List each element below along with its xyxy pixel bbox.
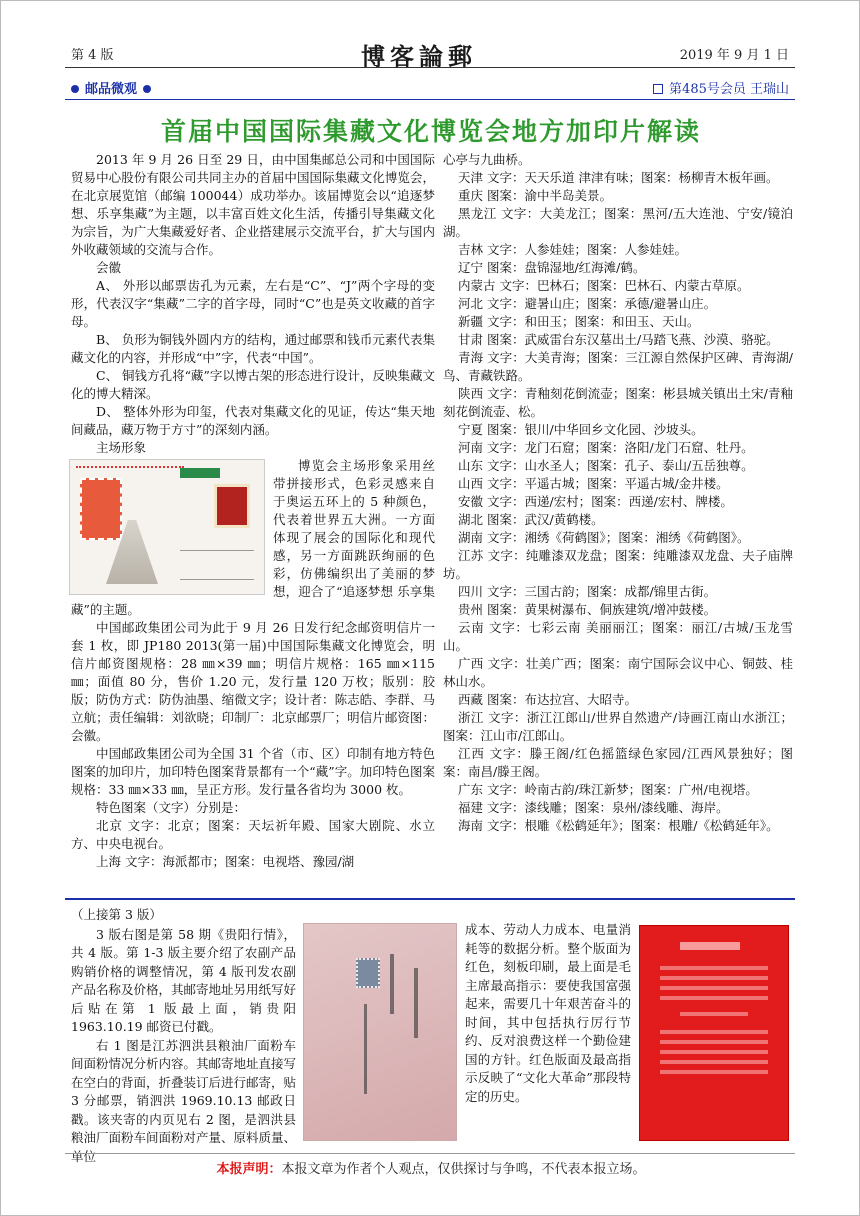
- list-item: 青海 文字：大美青海；图案：三江源自然保护区碑、青海湖/鸟、青藏铁路。: [443, 350, 793, 383]
- masthead: 博客論郵: [361, 42, 477, 71]
- list-item: 西藏 图案：布达拉宫、大昭寺。: [458, 692, 637, 707]
- list-item: 吉林 文字：人参娃娃；图案：人参娃娃。: [458, 242, 687, 257]
- author-text: 第485号会员 王瑞山: [669, 82, 789, 97]
- left-column: [71, 151, 435, 871]
- footer-disclaimer: [65, 1158, 797, 1177]
- list-item: 重庆 图案：渝中半岛美景。: [458, 188, 612, 203]
- handwriting: [414, 968, 418, 1038]
- continuation-right: 成本、劳动人力成本、电量消耗等的数据分析。整个版面为红色，刻板印刷，最上面是毛主席最高指示：要使我国富强起来，需要几十年艰苦奋斗的时间，其中包括执行厉行节约、反对浪费这样一个勤俭建国的方针。红色版面及最高指示反映了“文化大革命”那段特定的历史。: [465, 922, 631, 1104]
- postcard-left-stamp: [80, 478, 122, 540]
- author-byline: [653, 78, 789, 97]
- list-item: 江西 文字：滕王阁/红色摇篮绿色家园/江西风景独好；图案：南昌/滕王阁。: [443, 746, 793, 779]
- list-item: 天津 文字：天天乐道 津津有味；图案：杨柳青木板年画。: [458, 170, 779, 185]
- paragraph: 特色图案（文字）分别是：: [96, 800, 247, 815]
- report-title: [680, 942, 740, 950]
- list-item: 贵州 图案：黄果树瀑布、侗族建筑/增冲鼓楼。: [458, 602, 717, 617]
- list-item: 山东 文字：山水圣人；图案：孔子、泰山/五岳独尊。: [458, 458, 754, 473]
- paragraph: 博览会主场形象采用丝带拼接形式，色彩灵感来自于奥运五环上的 5 种颜色，代表着世界五大洲。一方面体现了展会的国际化和现代感，另一方面跳跃绚丽的色彩，仿佛编织出了美丽的梦想，迎合了“追逐梦想 乐享集藏”的主题。: [71, 458, 435, 617]
- list-item: 黑龙江 文字：大美龙江；图案：黑河/五大连池、宁安/镜泊湖。: [443, 206, 793, 239]
- report-line: [660, 1070, 768, 1074]
- column-name-text: 邮品微观: [85, 82, 138, 97]
- page-number: 第 4 版: [71, 48, 114, 63]
- bullet-icon: [143, 85, 151, 93]
- paragraph: D、 整体外形为印玺，代表对集藏文化的见证，传达“集天地间藏品，藏万物于方寸”的深刻内涵。: [71, 404, 435, 437]
- section-heading: 主场形象: [96, 440, 147, 455]
- postcard-code-boxes: [76, 466, 184, 474]
- continuation-label: （上接第 3 版）: [71, 907, 162, 922]
- list-item: 广西 文字：壮美广西；图案：南宁国际会议中心、铜鼓、桂林山水。: [443, 656, 793, 689]
- paragraph: C、 铜钱方孔将“藏”字以博古架的形态进行设计，反映集藏文化的博大精深。: [71, 368, 435, 401]
- paragraph: 中国邮政集团公司为全国 31 个省（市、区）印制有地方特色图案的加印片，加印特色图案背景都有一个“藏”字。加印特色图案规格：33 ㎜×33 ㎜，呈正方形。发行量各省均为 3000 枚。: [71, 746, 435, 797]
- list-item: 河北 文字：避暑山庄；图案：承德/避暑山庄。: [458, 296, 717, 311]
- report-line: [660, 1030, 768, 1034]
- paragraph: 中国邮政集团公司为此于 9 月 26 日发行纪念邮资明信片一套 1 枚，即 JP180 2013(第一届)中国国际集藏文化博览会，明信片邮资图规格：28 ㎜×39 ㎜；明信片规格：165 ㎜×115 ㎜；面值 80 分，售价 1.20 元，发行量 120 万枚；版别：胶版；防伪方式：防伪油墨、缩微文字；设计者：陈志皓、李群、马立航；责任编辑：刘欲晓；印制厂：北京邮票厂；明信片邮资图：会徽。: [71, 620, 435, 743]
- china-post-logo: [180, 468, 220, 478]
- stamp-3-fen: [356, 958, 380, 988]
- list-item: 甘肃 图案：武威雷台东汉墓出土/马踏飞燕、沙漠、骆驼。: [458, 332, 779, 347]
- list-item: 河南 文字：龙门石窟；图案：洛阳/龙门石窟、牡丹。: [458, 440, 754, 455]
- handwriting: [390, 954, 394, 1014]
- header-rule: [65, 67, 795, 68]
- report-line: [660, 986, 768, 990]
- continuation-left: [71, 906, 296, 1166]
- report-line: [660, 976, 768, 980]
- column-name: [71, 78, 151, 97]
- address-lines: [180, 550, 254, 580]
- list-item: 云南 文字：七彩云南 美丽丽江；图案：丽江/古城/玉龙雪山。: [443, 620, 793, 653]
- paragraph: 2013 年 9 月 26 日至 29 日，由中国集邮总公司和中国国际贸易中心股份有限公司共同主办的首届中国国际集藏文化博览会，在北京展览馆（邮编 100044）成功举办。该届博览会以“追逐梦想、乐享集藏”为主题，以丰富百姓文化生活，传播引导集藏文化为宗旨，为广大集藏爱好者、企业搭建展示交流平台，扩大与国内外收藏领域的交流与合作。: [71, 152, 435, 257]
- list-item: 广东 文字：岭南古韵/珠江新梦；图案：广州/电视塔。: [458, 782, 758, 797]
- right-column: [443, 151, 793, 835]
- report-line: [660, 996, 768, 1000]
- list-item: 湖北 图案：武汉/黄鹤楼。: [458, 512, 604, 527]
- section-heading: 会徽: [96, 260, 122, 275]
- list-item: 海南 文字：根雕《松鹤延年》；图案：根雕/《松鹤延年》。: [458, 818, 779, 833]
- paragraph: 3 版右图是第 58 期《贵阳行情》，共 4 版。第 1-3 版主要介绍了农副产品购销价格的调整情况，第 4 版刊发农副产品名称及价格，其邮寄地址另用纸写好后贴在第 1 版最上面，销贵阳 1963.10.19 邮资已付戳。: [71, 926, 297, 1034]
- report-line: [660, 1060, 768, 1064]
- paragraph: A、 外形以邮票齿孔为元素，左右是“C”、“J”两个字母的变形，代表汉字“集藏”二字的首字母，同时“C”也是英文收藏的首字母。: [71, 278, 435, 329]
- list-item: 山西 文字：平遥古城；图案：平遥古城/金井楼。: [458, 476, 729, 491]
- list-item: 陕西 文字：青釉刻花倒流壶；图案：彬县城关镇出土宋/青釉刻花倒流壶、松。: [443, 386, 793, 419]
- list-item: 内蒙古 文字：巴林石；图案：巴林石、内蒙古草原。: [458, 278, 750, 293]
- column-rule: [65, 99, 795, 100]
- list-item: 浙江 文字：浙江江郎山/世界自然遗产/诗画江南山水浙江；图案：江山市/江郎山。: [443, 710, 793, 743]
- paragraph: B、 负形为铜钱外圆内方的结构，通过邮票和钱币元素代表集藏文化的内容，并形成“中”字，代表“中国”。: [71, 332, 435, 365]
- list-item: 辽宁 图案：盘锦湿地/红海滩/鹤。: [458, 260, 646, 275]
- list-item: 心亭与九曲桥。: [443, 152, 531, 167]
- bullet-icon: [71, 85, 79, 93]
- square-icon: [653, 84, 663, 94]
- list-item: 安徽 文字：西递/宏村；图案：西递/宏村、牌楼。: [458, 494, 733, 509]
- list-item: 福建 文字：漆线雕；图案：泉州/漆线雕、海岸。: [458, 800, 729, 815]
- article-headline: 首届中国国际集藏文化博览会地方加印片解读: [160, 117, 701, 146]
- report-line: [660, 966, 768, 970]
- report-line: [680, 1012, 748, 1016]
- envelope-photo: [303, 923, 457, 1141]
- list-item: 宁夏 图案：银川/中华回乡文化园、沙坡头。: [458, 422, 704, 437]
- report-line: [660, 1040, 768, 1044]
- postage-stamp: [214, 484, 250, 528]
- list-item: 新疆 文字：和田玉；图案：和田玉、天山。: [458, 314, 700, 329]
- red-report-photo: [639, 925, 789, 1141]
- list-item: 湖南 文字：湘绣《荷鹤图》；图案：湘绣《荷鹤图》。: [458, 530, 750, 545]
- list-item: 四川 文字：三国古韵；图案：成都/锦里古街。: [458, 584, 717, 599]
- footer-rule: [65, 1153, 795, 1154]
- report-line: [660, 1050, 768, 1054]
- postcard-image: [69, 459, 265, 595]
- issue-date: 2019 年 9 月 1 日: [679, 48, 789, 63]
- paragraph: 右 1 图是江苏泗洪县粮油厂面粉车间面粉情况分析内容。其邮寄地址直接写在空白的背面，折叠装订后进行邮寄，贴 3 分邮票，销泗洪 1969.10.13 邮政日戳。该夹寄的内页见右 2 图，是泗洪县粮油厂面粉车间面粉对产量、原料质量、单位: [71, 1037, 297, 1164]
- section-divider: [65, 898, 795, 900]
- disclaimer-label: 本报声明：: [216, 1162, 282, 1177]
- disclaimer-text: 本报文章为作者个人观点，仅供探讨与争鸣，不代表本报立场。: [281, 1162, 646, 1177]
- list-item: 江苏 文字：纯雕漆双龙盘；图案：纯雕漆双龙盘、夫子庙牌坊。: [443, 548, 793, 581]
- paragraph: 上海 文字：海派都市；图案：电视塔、豫园/湖: [96, 854, 355, 869]
- paragraph: 北京 文字：北京；图案：天坛祈年殿、国家大剧院、水立方、中央电视台。: [71, 818, 435, 851]
- handwriting: [364, 1004, 367, 1094]
